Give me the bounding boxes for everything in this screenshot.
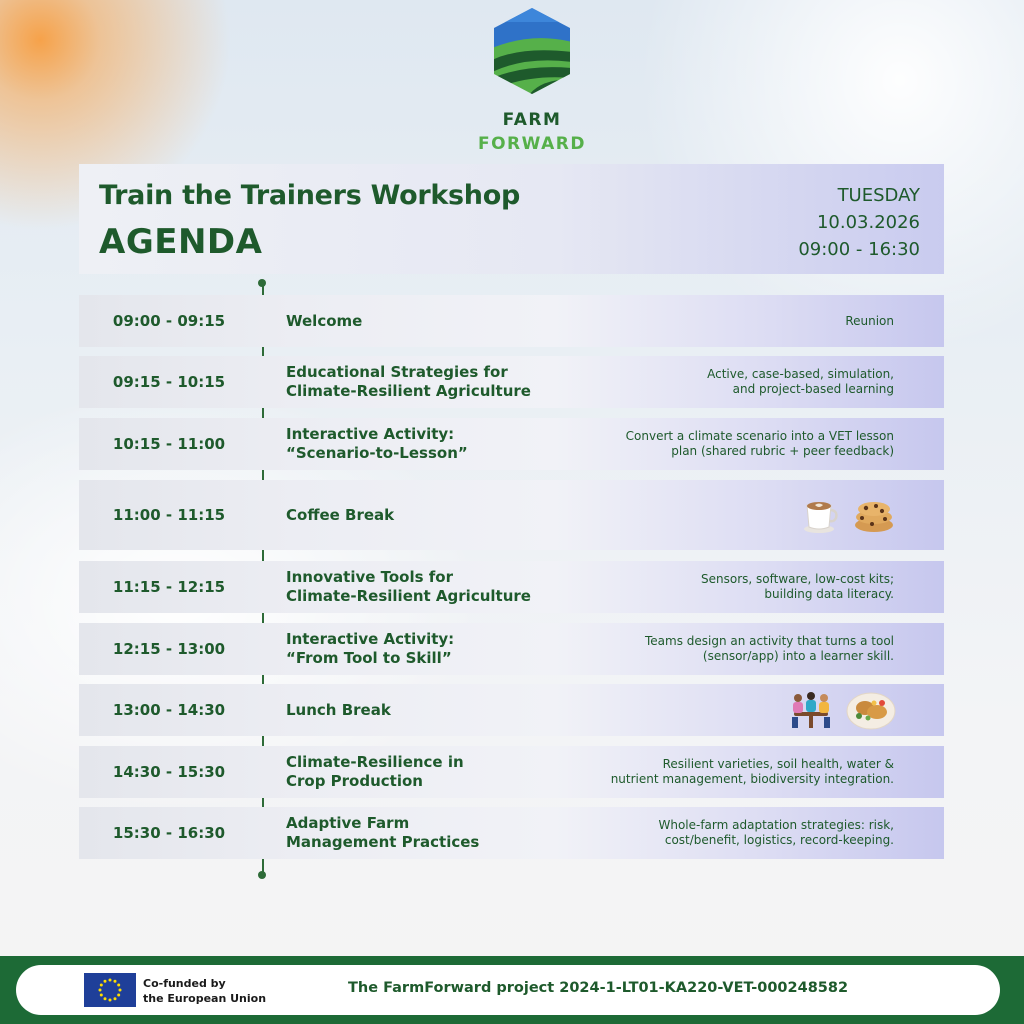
session-description-line: (sensor/app) into a learner skill. [702, 649, 894, 663]
logo [472, 8, 592, 153]
session-description [534, 356, 894, 408]
agenda-row [79, 295, 944, 347]
session-description-line: Convert a climate scenario into a VET lesson [625, 429, 894, 443]
agenda-row [79, 418, 944, 470]
workshop-title: Train the Trainers Workshop [99, 180, 520, 211]
session-description-line: nutrient management, biodiversity integration. [610, 772, 894, 786]
session-topic-line: Innovative Tools for [286, 568, 453, 586]
agenda-row [79, 746, 944, 798]
agenda-header [79, 164, 944, 274]
eu-cofunded-line: the European Union [143, 992, 267, 1005]
agenda-row [79, 684, 944, 736]
session-description-line: Resilient varieties, soil health, water & [662, 757, 894, 771]
logo-text-farm: FARM [502, 110, 562, 130]
session-time: 10:15 - 11:00 [112, 435, 226, 453]
session-time: 12:15 - 13:00 [112, 640, 226, 658]
session-topic-line: Interactive Activity: [286, 425, 455, 443]
event-hours: 09:00 - 16:30 [798, 239, 920, 260]
session-description [534, 807, 894, 859]
timeline-end-dot [258, 871, 266, 879]
agenda-row [79, 480, 944, 550]
break-icons [788, 684, 896, 736]
farm-forward-logo-icon [492, 8, 572, 96]
cookies-icon [852, 497, 896, 533]
session-time: 11:15 - 12:15 [112, 578, 226, 596]
eu-flag-icon [84, 973, 136, 1007]
session-description [534, 623, 894, 675]
session-topic-line: “Scenario-to-Lesson” [286, 444, 468, 462]
session-topic-line: Educational Strategies for [286, 363, 508, 381]
coffee-cup-icon [800, 495, 840, 535]
timeline-start-dot [258, 279, 266, 287]
eu-cofunded-line: Co-funded by [143, 977, 226, 990]
break-icons [800, 480, 896, 550]
agenda-row [79, 356, 944, 408]
session-description-line: Sensors, software, low-cost kits; [701, 572, 894, 586]
session-topic-line: Lunch Break [286, 700, 391, 719]
session-time: 11:00 - 11:15 [112, 506, 226, 524]
event-date: 10.03.2026 [816, 212, 920, 233]
session-time: 15:30 - 16:30 [112, 824, 226, 842]
session-description [534, 561, 894, 613]
session-description [534, 746, 894, 798]
event-date-block [798, 182, 920, 263]
session-topic-line: Climate-Resilient Agriculture [286, 587, 531, 605]
session-time: 09:00 - 09:15 [112, 312, 226, 330]
session-time: 09:15 - 10:15 [112, 373, 226, 391]
logo-text-forward: FORWARD [477, 134, 586, 154]
session-description-line: Active, case-based, simulation, [707, 367, 894, 381]
event-day: TUESDAY [837, 185, 920, 206]
people-at-table-icon [788, 690, 834, 730]
session-topic-line: Crop Production [286, 772, 423, 790]
session-time: 13:00 - 14:30 [112, 701, 226, 719]
session-description-line: building data literacy. [764, 587, 894, 601]
session-description-line: plan (shared rubric + peer feedback) [671, 444, 894, 458]
session-topic-line: Welcome [286, 311, 363, 330]
session-topic-line: Adaptive Farm [286, 814, 410, 832]
eu-cofunded-label [143, 976, 266, 1006]
project-reference: The FarmForward project 2024-1-LT01-KA220-VET-000248582 [348, 980, 849, 996]
agenda-row [79, 623, 944, 675]
session-description-line: Reunion [845, 313, 894, 328]
agenda-row [79, 561, 944, 613]
session-topic-line: Interactive Activity: [286, 630, 455, 648]
session-description-line: Teams design an activity that turns a tool [644, 634, 894, 648]
agenda-row [79, 807, 944, 859]
session-time: 14:30 - 15:30 [112, 763, 226, 781]
session-topic [286, 480, 596, 550]
session-description-line: Whole-farm adaptation strategies: risk, [658, 818, 894, 832]
session-topic-line: Management Practices [286, 833, 480, 851]
session-topic-line: Coffee Break [286, 505, 395, 524]
agenda-heading: AGENDA [99, 222, 263, 262]
food-plate-icon [846, 690, 896, 730]
session-topic [286, 684, 596, 736]
session-topic-line: Climate-Resilient Agriculture [286, 382, 531, 400]
session-topic-line: Climate-Resilience in [286, 753, 464, 771]
session-topic-line: “From Tool to Skill” [286, 649, 452, 667]
session-description [534, 418, 894, 470]
session-description-line: cost/benefit, logistics, record-keeping. [664, 833, 894, 847]
session-description [534, 295, 894, 347]
session-description-line: and project-based learning [732, 382, 894, 396]
